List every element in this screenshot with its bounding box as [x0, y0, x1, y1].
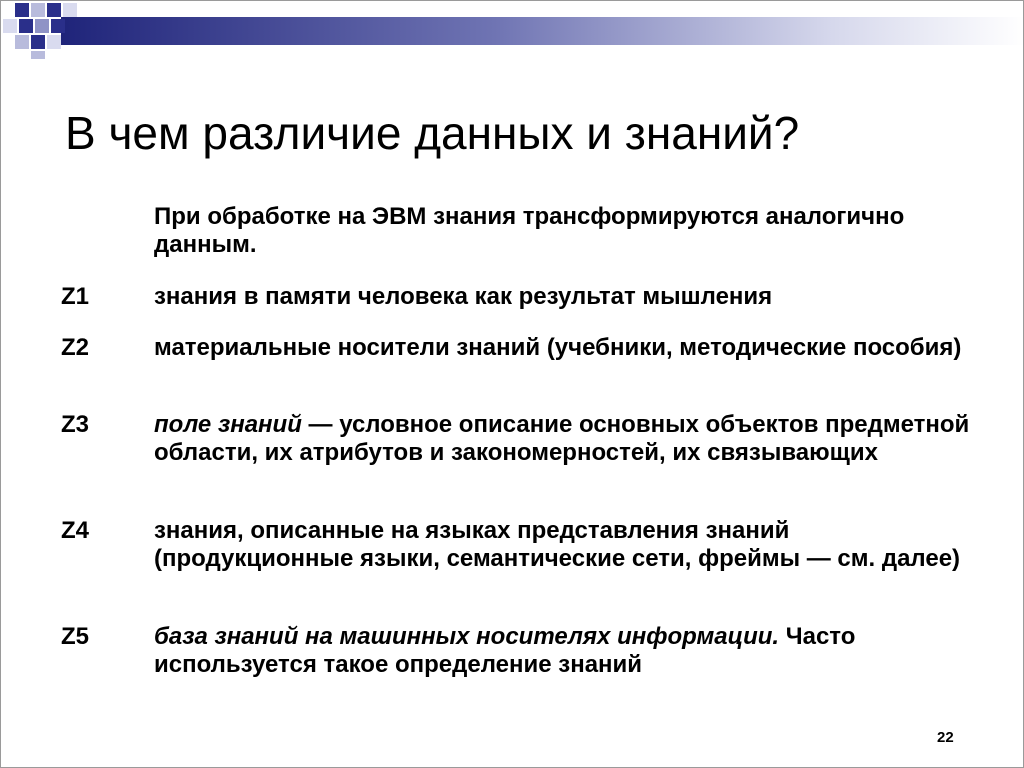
- item-label: Z5: [61, 623, 90, 650]
- item-label: Z3: [61, 411, 90, 438]
- item-label: Z1: [61, 283, 90, 310]
- item-text: материальные носители знаний (учебники, методические пособия): [154, 334, 962, 361]
- header-decoration: [1, 1, 1024, 61]
- deco-square: [63, 3, 77, 17]
- deco-square: [51, 19, 65, 33]
- deco-square: [47, 3, 61, 17]
- deco-square: [15, 3, 29, 17]
- deco-square: [19, 19, 33, 33]
- item-term: поле знаний: [154, 411, 302, 438]
- deco-square: [47, 35, 61, 49]
- item-term: база знаний на машинных носителях информации.: [154, 623, 780, 650]
- deco-square: [31, 51, 45, 59]
- deco-square: [15, 35, 29, 49]
- page-number: 22: [937, 729, 954, 746]
- item-text: база знаний на машинных носителях информации. Часто используется такое определение знаний: [154, 623, 856, 678]
- item-text: знания в памяти человека как результат мышления: [154, 283, 773, 310]
- deco-square: [31, 35, 45, 49]
- item-text: поле знаний — условное описание основных объектов предметной области, их атрибутов и закономерностей, их связывающих: [154, 411, 970, 466]
- deco-square: [3, 19, 17, 33]
- deco-square: [35, 19, 49, 33]
- header-gradient-bar: [61, 17, 1024, 45]
- intro-paragraph: При обработке на ЭВМ знания трансформируются аналогично данным.: [154, 203, 905, 258]
- item-label: Z4: [61, 517, 90, 544]
- item-label: Z2: [61, 334, 90, 361]
- item-text: знания, описанные на языках представления знаний (продукционные языки, семантические сети, фреймы — см. далее): [154, 517, 961, 572]
- deco-square: [31, 3, 45, 17]
- slide-title: В чем различие данных и знаний?: [65, 107, 800, 159]
